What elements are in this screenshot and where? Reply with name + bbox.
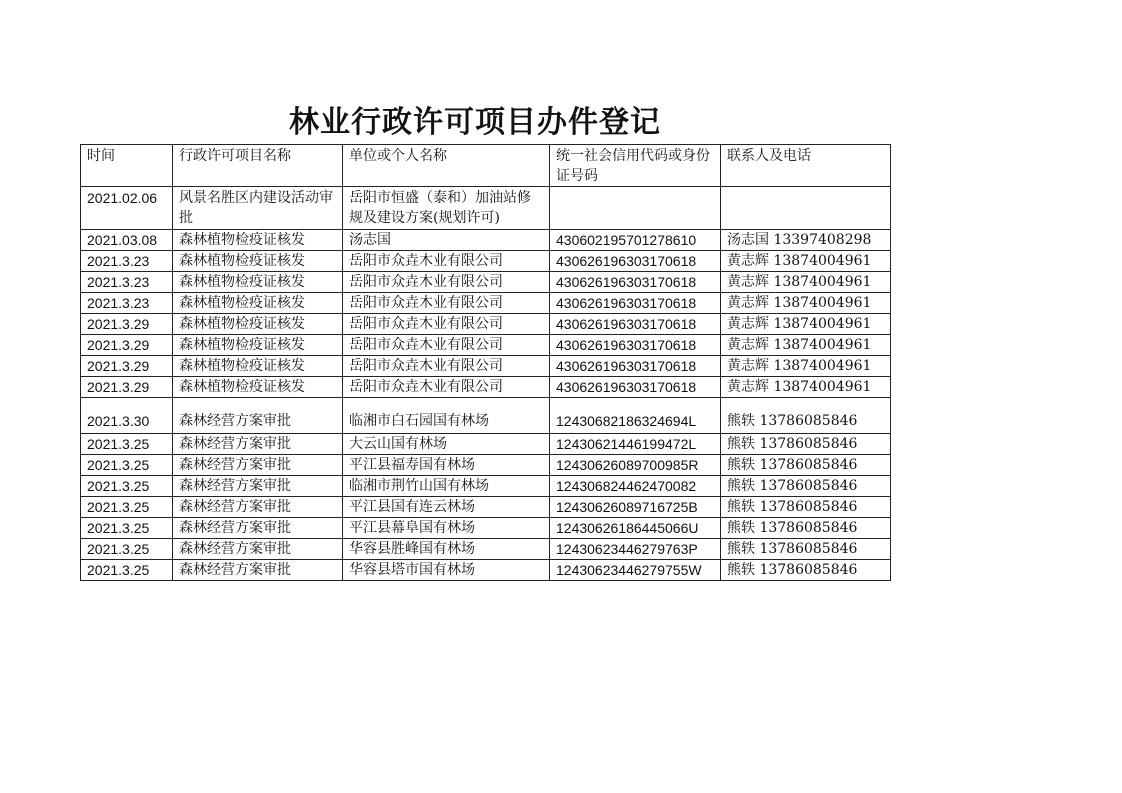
cell-contact: 熊轶 13786085846 [721,560,891,581]
header-date: 时间 [81,145,173,187]
cell-date: 2021.3.25 [81,455,173,476]
cell-credit-code: 430626196303170618 [550,251,721,272]
cell-credit-code: 430626196303170618 [550,314,721,335]
cell-date: 2021.3.29 [81,335,173,356]
table-row [81,272,891,293]
cell-permit-item: 森林植物检疫证核发 [173,377,343,398]
cell-contact: 熊轶 13786085846 [721,476,891,497]
cell-applicant: 岳阳市恒盛（泰和）加油站修规及建设方案(规划许可) [343,187,550,230]
table-row [81,314,891,335]
cell-credit-code: 430626196303170618 [550,377,721,398]
cell-credit-code: 12430621446199472L [550,434,721,455]
table-row [81,497,891,518]
table-row [81,293,891,314]
table-row [81,377,891,398]
cell-contact: 黄志辉 13874004961 [721,356,891,377]
registration-table [80,144,891,581]
cell-contact: 黄志辉 13874004961 [721,272,891,293]
cell-applicant: 临湘市白石园国有林场 [343,398,550,434]
cell-permit-item: 森林植物检疫证核发 [173,251,343,272]
cell-permit-item: 森林经营方案审批 [173,539,343,560]
cell-permit-item: 森林经营方案审批 [173,560,343,581]
table-row [81,398,891,434]
table-row [81,335,891,356]
header-credit-code: 统一社会信用代码或身份证号码 [550,145,721,187]
cell-contact: 黄志辉 13874004961 [721,251,891,272]
cell-contact: 熊轶 13786085846 [721,434,891,455]
cell-credit-code: 430626196303170618 [550,272,721,293]
table-row [81,356,891,377]
cell-permit-item: 森林经营方案审批 [173,476,343,497]
cell-date: 2021.3.30 [81,398,173,434]
cell-credit-code: 12430623446279763P [550,539,721,560]
cell-contact: 黄志辉 13874004961 [721,314,891,335]
cell-contact: 汤志国 13397408298 [721,230,891,251]
cell-permit-item: 森林植物检疫证核发 [173,293,343,314]
cell-permit-item: 森林植物检疫证核发 [173,356,343,377]
table-row [81,230,891,251]
cell-date: 2021.3.23 [81,293,173,314]
document-title: 林业行政许可项目办件登记 [289,105,661,140]
cell-date: 2021.3.23 [81,272,173,293]
cell-date: 2021.3.23 [81,251,173,272]
cell-permit-item: 风景名胜区内建设活动审批 [173,187,343,230]
cell-applicant: 大云山国有林场 [343,434,550,455]
cell-applicant: 岳阳市众垚木业有限公司 [343,356,550,377]
cell-contact: 熊轶 13786085846 [721,455,891,476]
cell-contact: 黄志辉 13874004961 [721,293,891,314]
table-row [81,539,891,560]
cell-credit-code: 430626196303170618 [550,356,721,377]
cell-date: 2021.02.06 [81,187,173,230]
cell-permit-item: 森林经营方案审批 [173,455,343,476]
cell-contact: 熊轶 13786085846 [721,518,891,539]
cell-credit-code: 12430626089700985R [550,455,721,476]
cell-contact: 黄志辉 13874004961 [721,335,891,356]
table-row [81,560,891,581]
cell-applicant: 华容县胜峰国有林场 [343,539,550,560]
cell-date: 2021.03.08 [81,230,173,251]
cell-date: 2021.3.25 [81,497,173,518]
cell-permit-item: 森林经营方案审批 [173,398,343,434]
cell-date: 2021.3.29 [81,314,173,335]
cell-permit-item: 森林植物检疫证核发 [173,335,343,356]
header-applicant: 单位或个人名称 [343,145,550,187]
cell-credit-code: 124306824462470082 [550,476,721,497]
cell-contact: 黄志辉 13874004961 [721,377,891,398]
cell-applicant: 华容县塔市国有林场 [343,560,550,581]
cell-date: 2021.3.29 [81,377,173,398]
cell-applicant: 岳阳市众垚木业有限公司 [343,251,550,272]
header-permit-item: 行政许可项目名称 [173,145,343,187]
cell-credit-code: 12430682186324694L [550,398,721,434]
cell-credit-code: 12430626089716725B [550,497,721,518]
table-row [81,251,891,272]
cell-applicant: 岳阳市众垚木业有限公司 [343,314,550,335]
table-row [81,434,891,455]
cell-permit-item: 森林经营方案审批 [173,518,343,539]
table-header-row [81,145,891,187]
cell-applicant: 岳阳市众垚木业有限公司 [343,272,550,293]
cell-credit-code: 12430623446279755W [550,560,721,581]
header-contact: 联系人及电话 [721,145,891,187]
cell-date: 2021.3.25 [81,539,173,560]
cell-applicant: 平江县国有连云林场 [343,497,550,518]
cell-applicant: 岳阳市众垚木业有限公司 [343,293,550,314]
cell-date: 2021.3.25 [81,434,173,455]
cell-applicant: 平江县福寿国有林场 [343,455,550,476]
cell-permit-item: 森林植物检疫证核发 [173,272,343,293]
cell-credit-code [550,187,721,230]
cell-date: 2021.3.25 [81,518,173,539]
cell-permit-item: 森林植物检疫证核发 [173,314,343,335]
cell-contact: 熊轶 13786085846 [721,398,891,434]
cell-date: 2021.3.25 [81,476,173,497]
table-row [81,518,891,539]
cell-contact: 熊轶 13786085846 [721,539,891,560]
cell-permit-item: 森林经营方案审批 [173,434,343,455]
cell-applicant: 岳阳市众垚木业有限公司 [343,335,550,356]
cell-permit-item: 森林植物检疫证核发 [173,230,343,251]
cell-credit-code: 12430626186445066U [550,518,721,539]
table-row [81,455,891,476]
cell-contact [721,187,891,230]
cell-date: 2021.3.29 [81,356,173,377]
cell-contact: 熊轶 13786085846 [721,497,891,518]
cell-applicant: 平江县幕阜国有林场 [343,518,550,539]
cell-applicant: 岳阳市众垚木业有限公司 [343,377,550,398]
table-row [81,476,891,497]
cell-credit-code: 430602195701278610 [550,230,721,251]
cell-date: 2021.3.25 [81,560,173,581]
cell-applicant: 汤志国 [343,230,550,251]
cell-permit-item: 森林经营方案审批 [173,497,343,518]
cell-credit-code: 430626196303170618 [550,293,721,314]
cell-applicant: 临湘市荆竹山国有林场 [343,476,550,497]
cell-credit-code: 430626196303170618 [550,335,721,356]
table-row [81,187,891,230]
